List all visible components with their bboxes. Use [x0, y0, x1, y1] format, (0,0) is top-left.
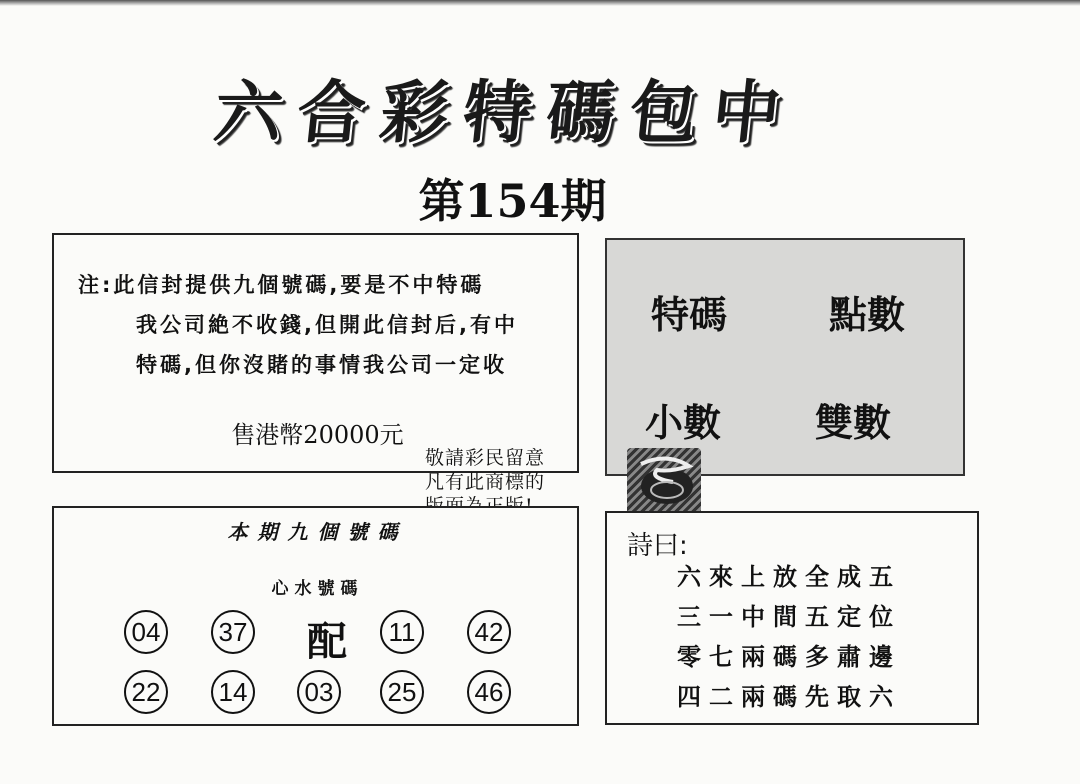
poem-lines [677, 557, 901, 717]
notice-line: 我公司絶不收錢,但開此信封后,有中 [136, 313, 518, 337]
title-char: 六 [210, 73, 291, 153]
number-ball: 14 [211, 670, 255, 714]
note-line: 敬請彩民留意 [425, 447, 546, 469]
notice-box [52, 233, 579, 473]
number-ball: 25 [380, 670, 424, 714]
trademark-emblem-icon [627, 448, 701, 514]
issue-number: 第154期 [418, 174, 607, 228]
tag-points: 點數 [829, 293, 906, 337]
numbers-box [52, 506, 579, 726]
main-title [210, 62, 789, 152]
title-char: 包 [625, 73, 706, 153]
scan-edge [0, 0, 1080, 6]
number-ball: 42 [467, 610, 511, 654]
poem-heading: 詩曰: [627, 531, 688, 561]
tag-small: 小數 [645, 401, 722, 445]
notice-text [78, 265, 568, 385]
poem-line: 四二兩碼先取六 [677, 683, 901, 711]
notice-line: 注:此信封提供九個號碼,要是不中特碼 [78, 273, 485, 297]
poem-line: 六來上放全成五 [677, 563, 901, 591]
notice-line: 特碼,但你沒賭的事情我公司一定收 [136, 353, 507, 377]
poem-line: 零七兩碼多肅邊 [677, 643, 901, 671]
number-ball: 04 [124, 610, 168, 654]
trademark-logo-icon [627, 448, 701, 514]
number-ball: 03 [297, 670, 341, 714]
numbers-caption: 本期九個號碼 [227, 520, 408, 544]
title-char: 中 [708, 73, 789, 153]
number-ball: 11 [380, 610, 424, 654]
note-line: 凡有此商標的 [425, 471, 546, 493]
title-char: 合 [293, 73, 374, 153]
pair-mark: 配 [307, 619, 347, 665]
price-text: 售港幣20000元 [231, 421, 404, 449]
poem-line: 三一中間五定位 [677, 603, 901, 631]
number-ball: 46 [467, 670, 511, 714]
tag-even: 雙數 [815, 401, 892, 445]
tag-special-number: 特碼 [651, 293, 728, 337]
number-ball: 37 [211, 610, 255, 654]
numbers-subtitle: 心水號碼 [271, 579, 364, 599]
feature-tags-box [605, 238, 965, 476]
title-char: 碼 [542, 73, 623, 153]
number-ball: 22 [124, 670, 168, 714]
title-char: 特 [459, 73, 540, 153]
poem-box [605, 511, 979, 725]
title-char: 彩 [376, 73, 457, 153]
